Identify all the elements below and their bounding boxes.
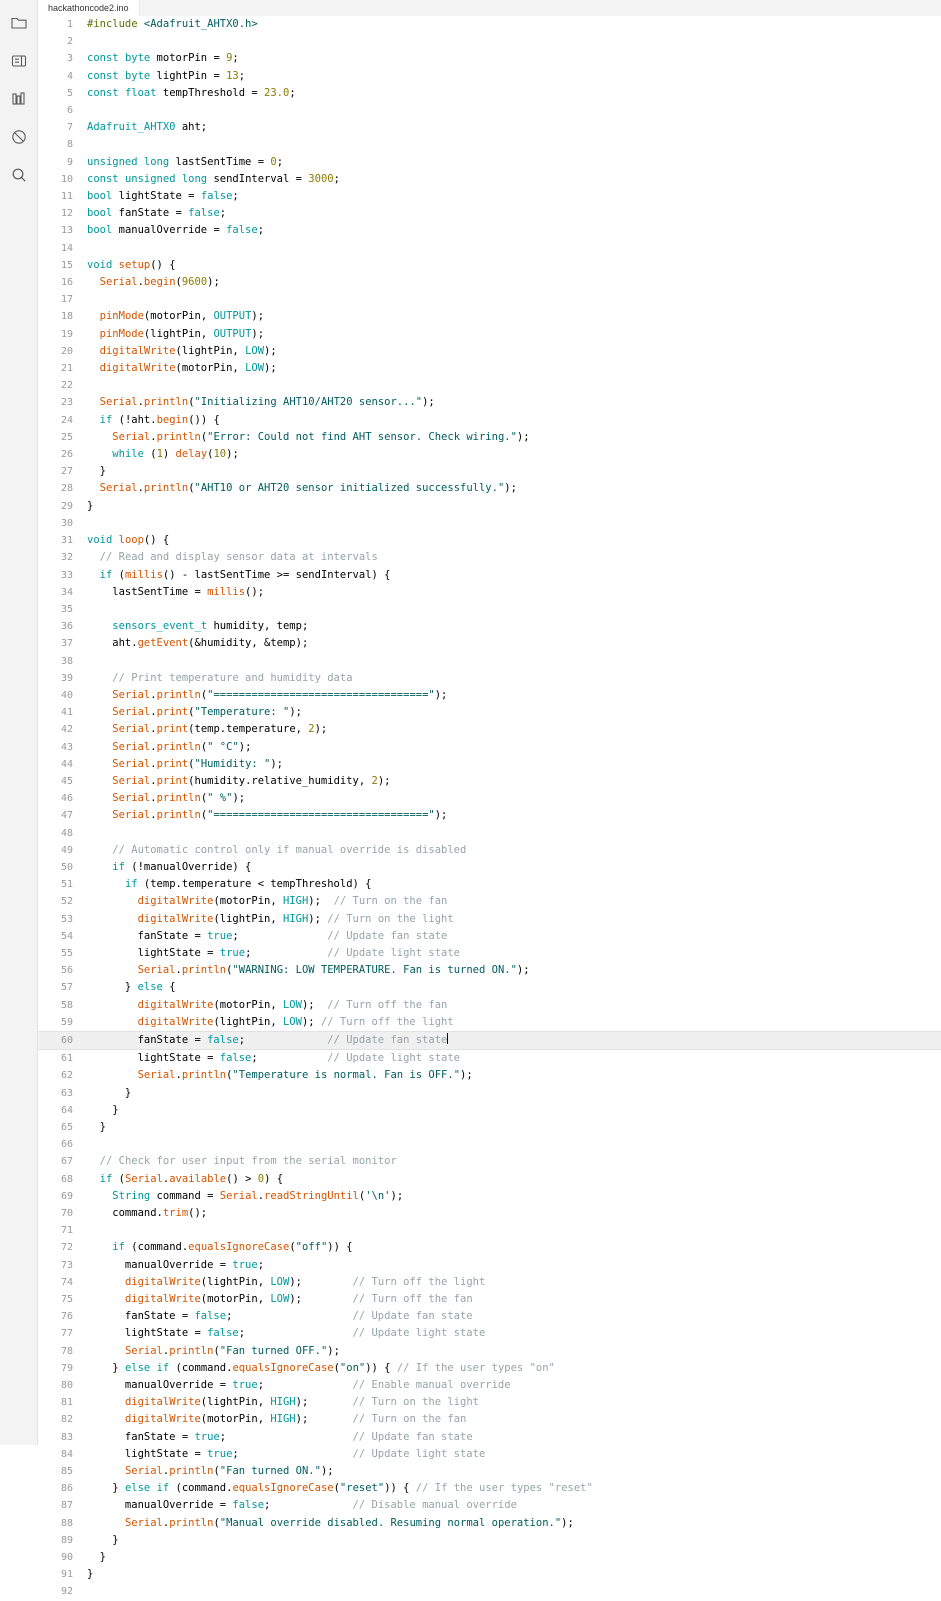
code-line[interactable]: [38, 618, 941, 635]
line-content[interactable]: digitalWrite(motorPin, LOW); // Turn off the fan: [137, 998, 448, 1011]
code-line[interactable]: [38, 515, 941, 532]
line-number: 73: [60, 1259, 73, 1271]
code-line[interactable]: [38, 188, 941, 205]
line-number: 2: [66, 36, 73, 48]
code-line[interactable]: [38, 773, 941, 790]
line-number: 36: [60, 621, 73, 633]
line-content[interactable]: lightState = true; // Update light state: [87, 1447, 486, 1460]
line-content[interactable]: [83, 33, 941, 50]
line-number: 34: [60, 586, 73, 598]
line-number: 11: [60, 191, 73, 203]
code-line[interactable]: [38, 136, 941, 153]
line-number: 41: [60, 707, 73, 719]
code-line[interactable]: [38, 549, 941, 566]
line-number: 20: [60, 345, 73, 357]
code-line[interactable]: [38, 1480, 941, 1497]
line-number: 19: [60, 328, 73, 340]
code-line[interactable]: [38, 274, 941, 291]
code-line[interactable]: [38, 1497, 941, 1514]
line-content[interactable]: Serial.println(" °C");: [112, 740, 252, 753]
line-content[interactable]: pinMode(motorPin, OUTPUT);: [99, 310, 265, 323]
line-number: 13: [60, 225, 73, 237]
line-content[interactable]: [83, 136, 941, 153]
code-line[interactable]: [38, 480, 941, 497]
line-number: 72: [60, 1242, 73, 1254]
line-number: 68: [60, 1173, 73, 1185]
code-line[interactable]: [38, 962, 941, 979]
line-content[interactable]: [83, 1222, 941, 1239]
code-line[interactable]: [38, 326, 941, 343]
code-line[interactable]: [38, 1377, 941, 1394]
line-content[interactable]: Serial.println("Fan turned ON.");: [124, 1465, 334, 1478]
line-number: 53: [60, 913, 73, 925]
code-line[interactable]: [38, 704, 941, 721]
code-line[interactable]: [38, 1222, 941, 1239]
line-content[interactable]: }: [87, 1103, 119, 1116]
code-line[interactable]: [38, 154, 941, 171]
line-number: 3: [66, 53, 73, 65]
code-line[interactable]: [38, 257, 941, 274]
line-number: 45: [60, 775, 73, 787]
line-number: 9: [66, 156, 73, 168]
code-line[interactable]: [38, 1153, 941, 1170]
line-number: 48: [60, 827, 73, 839]
line-number: 17: [60, 294, 73, 306]
code-line[interactable]: [38, 1205, 941, 1222]
code-line[interactable]: [38, 291, 941, 308]
line-content[interactable]: lightState = false; // Update light state: [87, 1052, 460, 1065]
line-number: 50: [60, 861, 73, 873]
line-content[interactable]: [83, 825, 941, 842]
line-number: 86: [60, 1483, 73, 1495]
line-content[interactable]: aht.getEvent(&humidity, &temp);: [87, 637, 309, 650]
line-number: 76: [60, 1311, 73, 1323]
line-content[interactable]: String command = Serial.readStringUntil('\n');: [112, 1189, 404, 1202]
line-content[interactable]: digitalWrite(motorPin, HIGH); // Turn on the fan: [137, 895, 448, 908]
line-number: 6: [66, 105, 73, 117]
code-line[interactable]: [38, 1583, 941, 1600]
code-lines: [38, 16, 941, 1601]
line-content[interactable]: fanState = true; // Update fan state: [87, 1430, 473, 1443]
code-line[interactable]: [38, 584, 941, 601]
code-line[interactable]: [38, 532, 941, 549]
line-content[interactable]: // Read and display sensor data at intervals: [99, 551, 378, 564]
code-line[interactable]: [38, 1429, 941, 1446]
code-line[interactable]: [38, 1325, 941, 1342]
code-line[interactable]: [38, 1463, 941, 1480]
line-number: 42: [60, 724, 73, 736]
line-number: 18: [60, 311, 73, 323]
code-line[interactable]: [38, 1532, 941, 1549]
line-number: 5: [66, 87, 73, 99]
line-content[interactable]: manualOverride = true; // Enable manual override: [87, 1379, 511, 1392]
explorer-icon[interactable]: [0, 4, 38, 42]
code-line[interactable]: [38, 979, 941, 996]
line-content[interactable]: Serial.print(humidity.relative_humidity, 2);: [112, 774, 391, 787]
line-number: 59: [60, 1016, 73, 1028]
code-line[interactable]: [38, 876, 941, 893]
code-line[interactable]: [38, 859, 941, 876]
line-number: 1: [66, 19, 73, 30]
code-line[interactable]: [38, 119, 941, 136]
line-content[interactable]: // Automatic control only if manual override is disabled: [112, 843, 467, 856]
code-line[interactable]: [38, 360, 941, 377]
code-line[interactable]: [38, 1031, 941, 1049]
line-content[interactable]: const float tempThreshold = 23.0;: [87, 86, 296, 99]
code-line[interactable]: [38, 756, 941, 773]
code-line[interactable]: [38, 825, 941, 842]
line-number: 60: [38, 1031, 83, 1049]
line-number: 80: [60, 1380, 73, 1392]
line-content[interactable]: digitalWrite(lightPin, LOW); // Turn off the light: [137, 1015, 454, 1028]
line-number: 62: [60, 1070, 73, 1082]
line-content[interactable]: } else {: [87, 981, 176, 994]
line-number: 81: [60, 1397, 73, 1409]
line-content[interactable]: [83, 1136, 941, 1153]
code-line[interactable]: [38, 1239, 941, 1256]
line-content[interactable]: fanState = false; // Update fan state: [87, 1310, 473, 1323]
line-content[interactable]: Serial.print("Humidity: ");: [112, 757, 284, 770]
line-number: 31: [60, 535, 73, 547]
code-line[interactable]: [38, 1136, 941, 1153]
line-content[interactable]: manualOverride = false; // Disable manual override: [87, 1499, 517, 1512]
line-number: 77: [60, 1328, 73, 1340]
boards-icon[interactable]: [0, 42, 38, 80]
code-line[interactable]: [38, 205, 941, 222]
line-content[interactable]: [83, 1583, 941, 1600]
line-content[interactable]: void setup() {: [87, 258, 176, 271]
code-line[interactable]: [38, 1515, 941, 1532]
code-line[interactable]: [38, 601, 941, 618]
line-number: 64: [60, 1104, 73, 1116]
line-content[interactable]: digitalWrite(motorPin, HIGH); // Turn on the fan: [124, 1413, 467, 1426]
code-line[interactable]: [38, 412, 941, 429]
line-content[interactable]: pinMode(lightPin, OUTPUT);: [99, 327, 265, 340]
code-line[interactable]: [38, 687, 941, 704]
line-number: 25: [60, 431, 73, 443]
line-content[interactable]: bool fanState = false;: [87, 207, 227, 220]
line-content[interactable]: }: [87, 465, 106, 478]
line-content[interactable]: }: [87, 1533, 119, 1546]
code-line[interactable]: [38, 721, 941, 738]
line-content[interactable]: Serial.print("Temperature: ");: [112, 706, 302, 719]
line-number: 49: [60, 844, 73, 856]
line-number: 92: [60, 1586, 73, 1598]
line-number: 28: [60, 483, 73, 495]
code-line[interactable]: [38, 498, 941, 515]
code-line[interactable]: [38, 1257, 941, 1274]
tab-hackathoncode2-ino[interactable]: [38, 0, 140, 16]
line-content[interactable]: if (temp.temperature < tempThreshold) {: [124, 878, 372, 891]
line-number: 44: [60, 758, 73, 770]
line-content[interactable]: [83, 515, 941, 532]
line-number: 22: [60, 380, 73, 392]
search-icon[interactable]: [0, 156, 38, 194]
line-number: 55: [60, 947, 73, 959]
line-number: 47: [60, 810, 73, 822]
line-content[interactable]: digitalWrite(motorPin, LOW);: [99, 362, 277, 375]
code-line[interactable]: [38, 16, 941, 33]
line-number: 16: [60, 277, 73, 289]
line-content[interactable]: [83, 240, 941, 257]
line-content[interactable]: [83, 601, 941, 618]
line-number: 78: [60, 1345, 73, 1357]
line-content[interactable]: while (1) delay(10);: [112, 448, 239, 461]
code-line[interactable]: [38, 1188, 941, 1205]
line-content[interactable]: const unsigned long sendInterval = 3000;: [87, 172, 340, 185]
line-number: 24: [60, 414, 73, 426]
line-number: 58: [60, 999, 73, 1011]
code-line[interactable]: [38, 1411, 941, 1428]
code-line[interactable]: [38, 635, 941, 652]
line-content[interactable]: bool lightState = false;: [87, 190, 239, 203]
text-caret: [447, 1033, 448, 1044]
code-line[interactable]: [38, 945, 941, 962]
line-number: 91: [60, 1569, 73, 1581]
line-content[interactable]: void loop() {: [87, 534, 170, 547]
line-number: 52: [60, 896, 73, 908]
code-line[interactable]: [38, 1343, 941, 1360]
line-number: 40: [60, 689, 73, 701]
line-content[interactable]: [83, 102, 941, 119]
line-number: 61: [60, 1053, 73, 1065]
line-content[interactable]: Serial.println(" %");: [112, 792, 246, 805]
line-content[interactable]: }: [87, 499, 94, 512]
line-content[interactable]: [83, 291, 941, 308]
code-line[interactable]: [38, 308, 941, 325]
line-content[interactable]: if (command.equalsIgnoreCase("off")) {: [112, 1241, 353, 1254]
line-number: 38: [60, 655, 73, 667]
line-content[interactable]: Serial.println("Manual override disabled. Resuming normal operation.");: [124, 1516, 574, 1529]
line-number: 63: [60, 1087, 73, 1099]
line-number: 32: [60, 552, 73, 564]
line-content[interactable]: bool manualOverride = false;: [87, 224, 265, 237]
line-number: 14: [60, 242, 73, 254]
line-number: 30: [60, 517, 73, 529]
code-line[interactable]: [38, 429, 941, 446]
line-number: 87: [60, 1500, 73, 1512]
debug-icon[interactable]: [0, 118, 38, 156]
line-content[interactable]: lightState = true; // Update light state: [87, 946, 461, 959]
line-number: 75: [60, 1294, 73, 1306]
code-line[interactable]: [38, 1171, 941, 1188]
code-line[interactable]: [38, 343, 941, 360]
line-content[interactable]: fanState = false; // Update fan state: [83, 1031, 941, 1049]
line-content[interactable]: lightState = false; // Update light state: [87, 1327, 486, 1340]
line-number: 10: [60, 173, 73, 185]
line-content[interactable]: Serial.begin(9600);: [99, 276, 220, 289]
line-content[interactable]: if (!manualOverride) {: [112, 860, 252, 873]
line-number: 51: [60, 879, 73, 891]
line-content[interactable]: Serial.print(temp.temperature, 2);: [112, 723, 328, 736]
line-content[interactable]: digitalWrite(lightPin, HIGH); // Turn on the light: [124, 1396, 479, 1409]
code-line[interactable]: [38, 171, 941, 188]
code-line[interactable]: [38, 1566, 941, 1583]
code-line[interactable]: [38, 1394, 941, 1411]
line-content[interactable]: // Check for user input from the serial monitor: [99, 1155, 397, 1168]
line-number: 15: [60, 259, 73, 271]
line-content[interactable]: digitalWrite(lightPin, LOW);: [99, 344, 277, 357]
line-content[interactable]: lastSentTime = millis();: [87, 585, 265, 598]
code-line[interactable]: [38, 842, 941, 859]
code-line[interactable]: [38, 394, 941, 411]
line-content[interactable]: Serial.println("WARNING: LOW TEMPERATURE. Fan is turned ON.");: [137, 964, 530, 977]
line-number: 57: [60, 982, 73, 994]
tab-label: hackathoncode2.ino: [48, 3, 129, 13]
line-number: 54: [60, 930, 73, 942]
line-content[interactable]: [83, 377, 941, 394]
line-number: 56: [60, 965, 73, 977]
code-line[interactable]: [38, 928, 941, 945]
line-content[interactable]: }: [87, 1568, 94, 1581]
code-line[interactable]: [38, 1274, 941, 1291]
line-number: 90: [60, 1552, 73, 1564]
code-line[interactable]: [38, 739, 941, 756]
code-line[interactable]: [38, 377, 941, 394]
line-number: 65: [60, 1122, 73, 1133]
code-line[interactable]: [38, 1308, 941, 1325]
code-line[interactable]: [38, 102, 941, 119]
line-content[interactable]: Serial.println("==================================");: [112, 809, 448, 822]
code-line[interactable]: [38, 1119, 941, 1136]
line-number: 69: [60, 1190, 73, 1202]
code-line[interactable]: [38, 1446, 941, 1463]
line-content[interactable]: if (Serial.available() > 0) {: [99, 1172, 284, 1185]
line-content[interactable]: fanState = true; // Update fan state: [87, 929, 448, 942]
line-content[interactable]: const byte motorPin = 9;: [87, 52, 239, 65]
line-number: 26: [60, 449, 73, 461]
line-content[interactable]: } else if (command.equalsIgnoreCase("reset")) { // If the user types "reset": [87, 1482, 593, 1495]
line-number: 23: [60, 397, 73, 409]
line-content[interactable]: const byte lightPin = 13;: [87, 69, 246, 82]
line-content[interactable]: sensors_event_t humidity, temp;: [112, 620, 309, 633]
code-line[interactable]: [38, 1549, 941, 1566]
code-line[interactable]: [38, 222, 941, 239]
line-content[interactable]: Serial.println("==================================");: [112, 688, 448, 701]
line-number: 89: [60, 1534, 73, 1546]
line-number: 83: [60, 1431, 73, 1443]
line-number: 27: [60, 466, 73, 478]
line-number: 43: [60, 741, 73, 753]
code-line[interactable]: [38, 807, 941, 824]
line-number: 67: [60, 1156, 73, 1168]
code-line[interactable]: [38, 68, 941, 85]
line-content[interactable]: if (!aht.begin()) {: [99, 413, 220, 426]
line-content[interactable]: }: [87, 1551, 106, 1564]
line-number: 29: [60, 500, 73, 512]
code-line[interactable]: [38, 653, 941, 670]
code-line[interactable]: [38, 1360, 941, 1377]
code-line[interactable]: [38, 240, 941, 257]
line-number: 33: [60, 569, 73, 581]
code-line[interactable]: [38, 33, 941, 50]
code-line[interactable]: [38, 893, 941, 910]
code-line[interactable]: [38, 1085, 941, 1102]
line-number: 71: [60, 1225, 73, 1237]
line-number: 82: [60, 1414, 73, 1426]
code-line[interactable]: [38, 1050, 941, 1068]
code-line[interactable]: [38, 446, 941, 463]
code-line[interactable]: [38, 1291, 941, 1308]
line-number: 88: [60, 1517, 73, 1529]
line-content[interactable]: Serial.println("AHT10 or AHT20 sensor initialized successfully.");: [99, 482, 517, 495]
activity-bar: [0, 0, 38, 1445]
line-content[interactable]: }: [87, 1121, 106, 1133]
line-number: 66: [60, 1139, 73, 1151]
line-content[interactable]: command.trim();: [87, 1207, 208, 1220]
line-content[interactable]: Serial.println("Error: Could not find AHT sensor. Check wiring.");: [112, 430, 530, 443]
code-line[interactable]: [38, 911, 941, 928]
line-content[interactable]: digitalWrite(lightPin, HIGH); // Turn on the light: [137, 912, 454, 925]
code-line[interactable]: [38, 1067, 941, 1084]
code-line[interactable]: [38, 85, 941, 102]
line-content[interactable]: Serial.println("Temperature is normal. Fan is OFF.");: [137, 1069, 473, 1082]
code-line[interactable]: [38, 670, 941, 687]
line-number: 37: [60, 638, 73, 650]
line-number: 46: [60, 793, 73, 805]
line-content[interactable]: // Print temperature and humidity data: [112, 671, 353, 684]
line-number: 35: [60, 603, 73, 615]
code-line[interactable]: [38, 1102, 941, 1119]
code-line[interactable]: [38, 1014, 941, 1032]
line-content[interactable]: Adafruit_AHTX0 aht;: [87, 121, 208, 134]
line-content[interactable]: manualOverride = true;: [87, 1258, 265, 1271]
line-number: 21: [60, 363, 73, 375]
code-line[interactable]: [38, 50, 941, 67]
line-content[interactable]: digitalWrite(motorPin, LOW); // Turn off the fan: [124, 1293, 473, 1306]
line-content[interactable]: #include <Adafruit_AHTX0.h>: [87, 18, 258, 30]
line-content[interactable]: unsigned long lastSentTime = 0;: [87, 155, 284, 168]
line-number: 79: [60, 1362, 73, 1374]
line-content[interactable]: } else if (command.equalsIgnoreCase("on")) { // If the user types "on": [87, 1361, 555, 1374]
line-number: 39: [60, 672, 73, 684]
code-line[interactable]: [38, 790, 941, 807]
library-icon[interactable]: [0, 80, 38, 118]
code-line[interactable]: [38, 463, 941, 480]
line-number: 70: [60, 1208, 73, 1220]
line-content[interactable]: Serial.println("Fan turned OFF.");: [124, 1344, 340, 1357]
line-number: 12: [60, 208, 73, 220]
editor-tab-bar: [38, 0, 941, 17]
line-number: 7: [66, 122, 73, 134]
code-line[interactable]: [38, 567, 941, 584]
line-content[interactable]: digitalWrite(lightPin, LOW); // Turn off the light: [124, 1275, 486, 1288]
code-line[interactable]: [38, 997, 941, 1014]
line-number: 85: [60, 1466, 73, 1478]
line-number: 4: [66, 70, 73, 82]
line-content[interactable]: if (millis() - lastSentTime >= sendInterval) {: [99, 568, 391, 581]
code-editor[interactable]: [38, 16, 941, 1598]
line-number: 8: [66, 139, 73, 151]
line-number: 84: [60, 1448, 73, 1460]
line-content[interactable]: Serial.println("Initializing AHT10/AHT20 sensor...");: [99, 396, 435, 409]
line-number: 74: [60, 1276, 73, 1288]
line-content[interactable]: }: [87, 1086, 132, 1099]
line-content[interactable]: [83, 653, 941, 670]
